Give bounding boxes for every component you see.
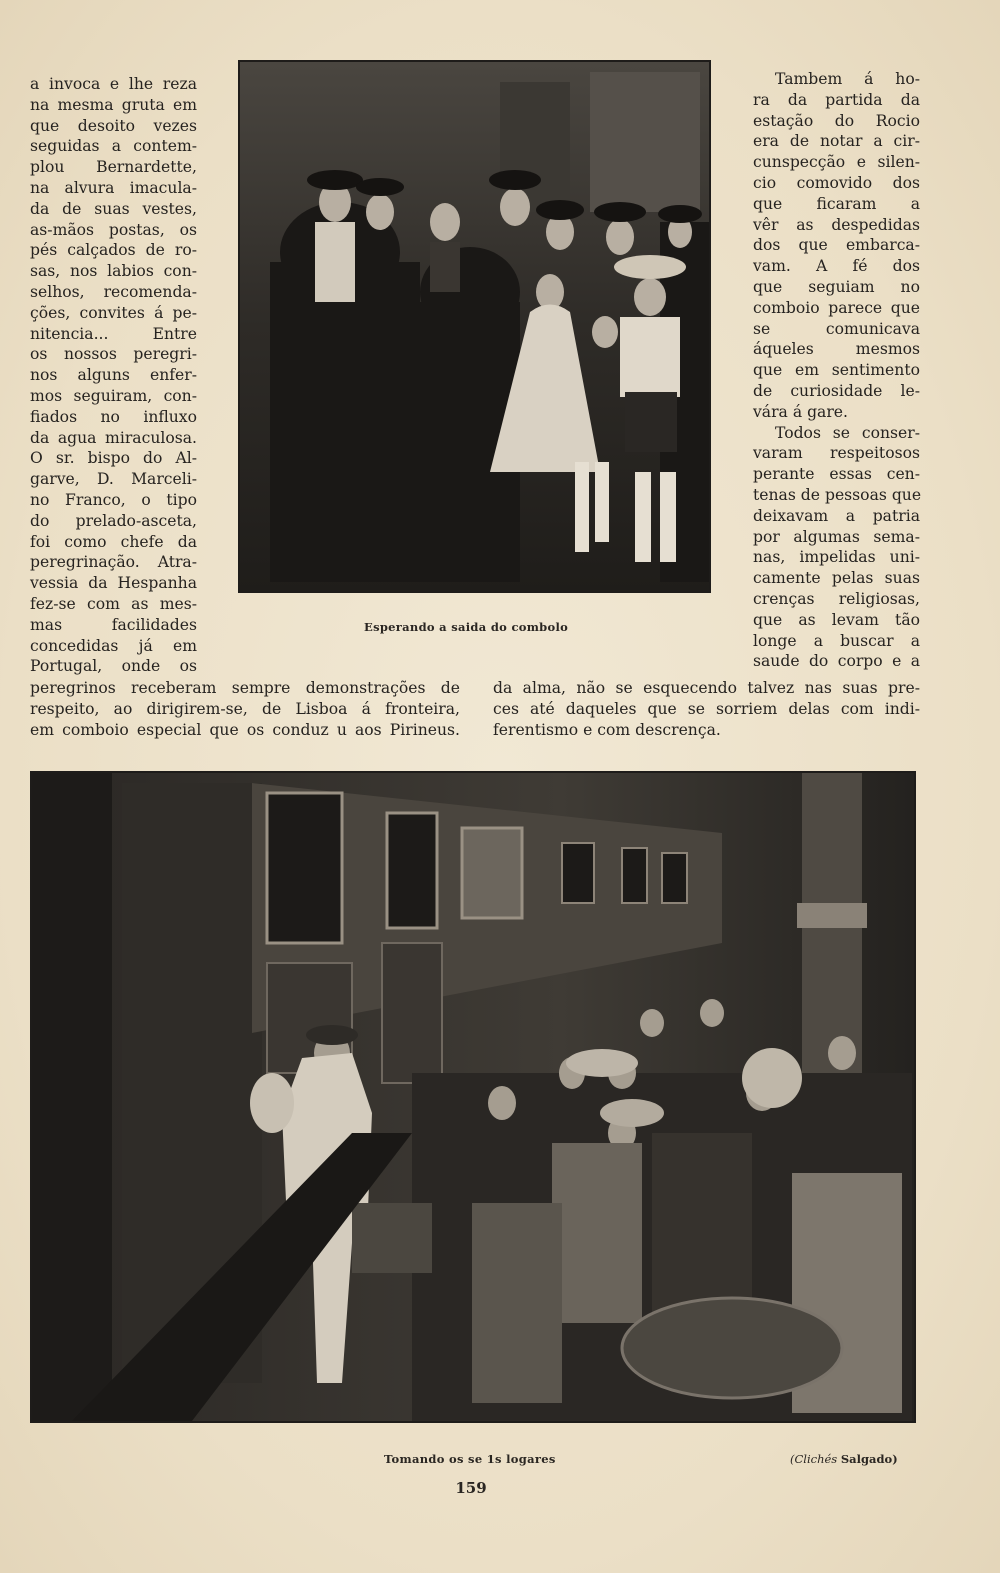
right-paragraph-1 — [753, 69, 920, 423]
photo1-caption: Esperando a saida do combolo — [364, 620, 569, 634]
text-line: vam. A fé dos — [753, 257, 920, 276]
text-line: que em sentimento — [753, 361, 920, 380]
text-line: vára á gare. — [753, 402, 848, 421]
text-line: da de suas vestes, — [30, 199, 197, 218]
text-line: nas, impelidas uni- — [753, 548, 920, 567]
text-line: mos seguiram, con- — [30, 386, 197, 405]
text-line: camente pelas suas — [753, 569, 920, 588]
credit-name: Salgado) — [840, 1452, 898, 1466]
text-line: os nossos peregri- — [30, 345, 197, 364]
text-line: que ficaram a — [753, 194, 920, 213]
text-line: peregrinação. Atra- — [30, 553, 197, 572]
text-line: fez-se com as mes- — [30, 594, 197, 613]
text-line: peregrinos receberam sempre demonstrações de — [30, 679, 460, 697]
text-line: a invoca e lhe reza — [30, 75, 197, 93]
left-column-text — [30, 74, 197, 677]
text-line: Todos se conser- — [775, 423, 920, 442]
text-line: no Franco, o tipo — [30, 490, 197, 509]
text-line: na mesma gruta em — [30, 95, 197, 114]
text-line: cio comovido dos — [753, 173, 920, 192]
text-line: vessia da Hespanha — [30, 574, 197, 593]
text-line: respeito, ao dirigirem-se, de Lisboa á fronteira, — [30, 699, 460, 718]
text-line: fiados no influxo — [30, 407, 197, 426]
text-line: sas, nos labios con- — [30, 262, 197, 281]
text-line: pés calçados de ro- — [30, 241, 197, 260]
text-line: que desoito vezes — [30, 116, 197, 135]
text-line: áqueles mesmos — [753, 340, 920, 359]
text-line: saude do corpo e a — [753, 652, 920, 671]
text-line: que seguiam no — [753, 277, 920, 296]
text-line: nos alguns enfer- — [30, 366, 197, 385]
text-line: plou Bernardette, — [30, 158, 197, 177]
text-line: de curiosidade le- — [753, 381, 920, 400]
text-line: tenas de pessoas que — [753, 485, 922, 504]
credit-italic: (Clichés — [790, 1452, 838, 1466]
text-line: O sr. bispo do Al- — [30, 449, 197, 468]
right-column-text — [753, 69, 920, 672]
text-line: nitencia... Entre — [30, 324, 197, 343]
text-line: cunspecção e silen- — [753, 153, 920, 172]
text-line: ções, convites á pe- — [30, 303, 197, 322]
text-line: varam respeitosos — [753, 444, 920, 463]
text-line: Tambem á ho- — [775, 70, 920, 88]
text-line: selhos, recomenda- — [30, 282, 197, 301]
text-line: ces até daqueles que se sorriem delas com indi- — [493, 699, 920, 718]
boarding-train-photo — [30, 771, 916, 1423]
text-line: dos que embarca- — [753, 236, 920, 255]
text-line: estação do Rocio — [753, 111, 920, 130]
text-line: perante essas cen- — [753, 465, 920, 484]
page-number: 159 — [455, 1479, 487, 1497]
text-line: era de notar a cir- — [753, 132, 920, 151]
text-line: garve, D. Marceli- — [30, 470, 197, 489]
right-bottom-lines — [493, 678, 920, 740]
text-line: seguidas a contem- — [30, 137, 197, 156]
text-line: vêr as despedidas — [753, 215, 920, 234]
photo2-caption: Tomando os se 1s logares — [384, 1452, 556, 1466]
text-line: longe a buscar a — [753, 631, 920, 650]
photo-credit — [790, 1452, 898, 1466]
text-line: concedidas já em — [30, 636, 197, 655]
text-line: comboio parece que — [753, 298, 920, 317]
text-line: deixavam a patria — [753, 506, 920, 525]
text-line: da agua miraculosa. — [30, 428, 197, 447]
text-line: Portugal, onde os — [30, 657, 197, 676]
text-line: as-mãos postas, os — [30, 220, 197, 239]
text-line: se comunicava — [753, 319, 920, 338]
text-line: ferentismo e com descrença. — [493, 720, 721, 739]
text-line: na alvura imacula- — [30, 178, 197, 197]
pilgrims-waiting-photo — [238, 60, 711, 593]
text-line: em comboio especial que os conduz u aos Pirineus. — [30, 720, 460, 739]
text-line: por algumas sema- — [753, 527, 920, 546]
text-line: do prelado-asceta, — [30, 511, 197, 530]
text-line: foi como chefe da — [30, 532, 197, 551]
text-line: mas facilidades — [30, 615, 197, 634]
text-line: que as levam tão — [753, 610, 920, 629]
left-bottom-lines — [30, 678, 460, 740]
text-line: crenças religiosas, — [753, 589, 920, 608]
right-paragraph-2 — [753, 423, 920, 673]
text-line: da alma, não se esquecendo talvez nas suas pre- — [493, 679, 920, 697]
text-line: ra da partida da — [753, 90, 920, 109]
